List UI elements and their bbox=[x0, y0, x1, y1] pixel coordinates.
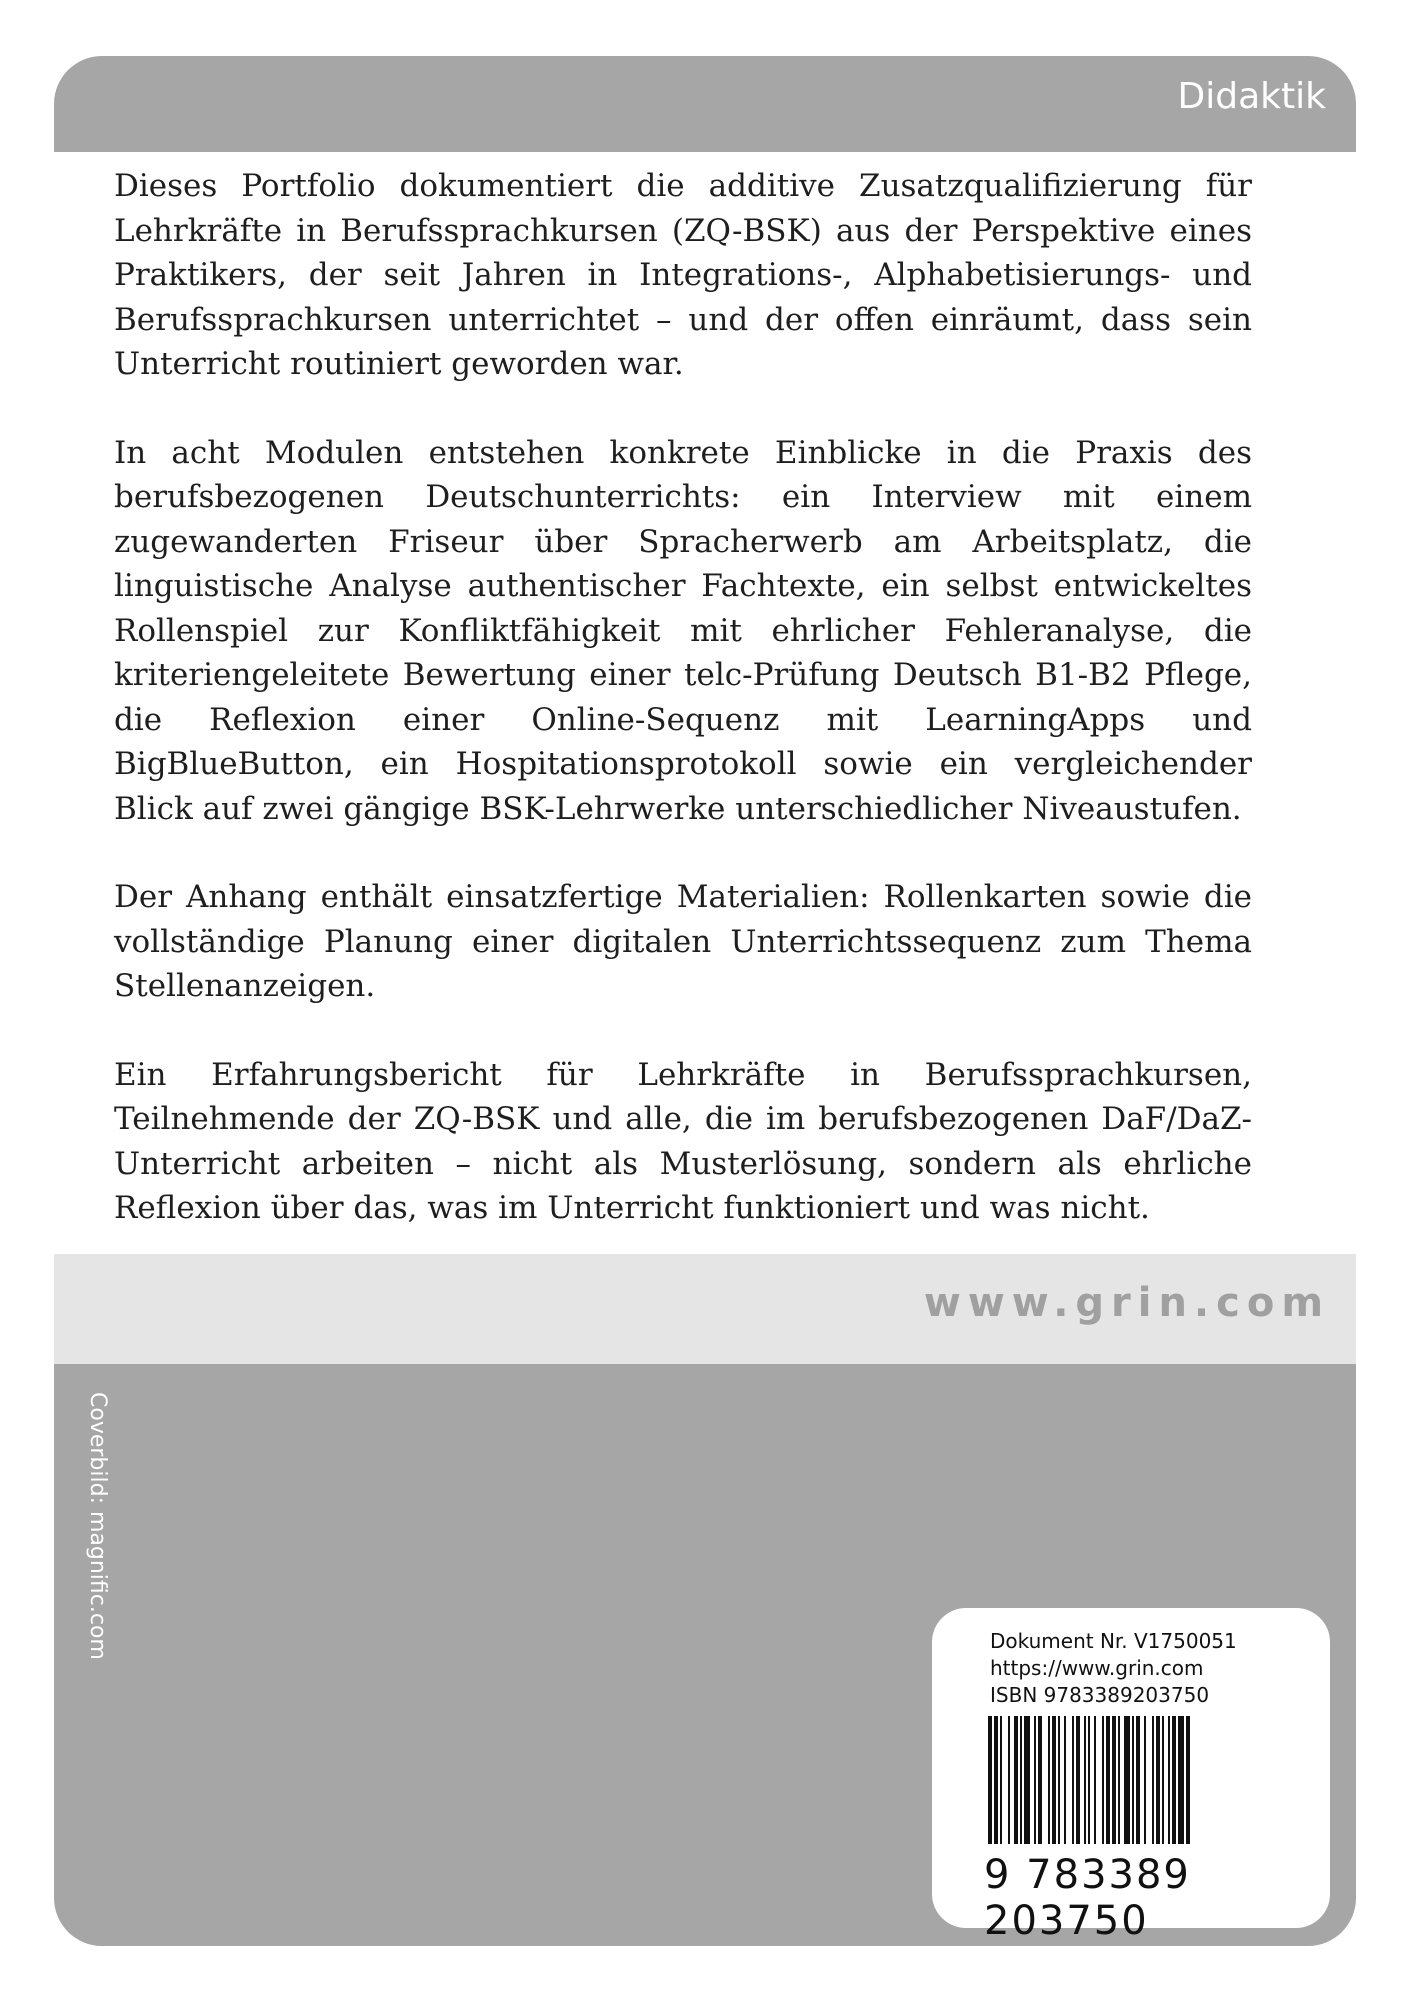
isbn-info-box bbox=[932, 1608, 1330, 1944]
description-paragraph-3: Der Anhang enthält einsatzfertige Materialien: Rollenkarten sowie die vollständige Planung einer digitalen Unterrichtssequenz zum Thema Stellenanzeigen. bbox=[114, 879, 1252, 1004]
publisher-url: www.grin.com bbox=[923, 1280, 1330, 1326]
document-number: Dokument Nr. V1750051 bbox=[990, 1629, 1237, 1653]
category-label: Didaktik bbox=[1177, 76, 1326, 117]
description-paragraph-4: Ein Erfahrungsbericht für Lehrkräfte in Berufssprachkursen, Teilnehmende der ZQ-BSK und alle, die im berufsbezogenen DaF/DaZ-Unterricht arbeiten – nicht als Musterlösung, sondern als ehrliche Reflexion über das, was im Unterricht funktioniert und was nicht. bbox=[114, 1056, 1252, 1226]
barcode-image bbox=[988, 1716, 1288, 1844]
description-paragraph-1: Dieses Portfolio dokumentiert die additive Zusatzqualifizierung für Lehrkräfte in Berufssprachkursen (ZQ-BSK) aus der Perspektive eines Praktikers, der seit Jahren in Integrations-, Alphabetisierungs- und Berufssprachkursen unterrichtet – und der offen einräumt, dass sein Unterricht routiniert geworden war. bbox=[114, 168, 1252, 382]
info-lines bbox=[990, 1628, 1237, 1709]
cover-credit: Coverbild: magnific.com bbox=[85, 1392, 110, 1660]
isbn-number: ISBN 9783389203750 bbox=[990, 1683, 1210, 1707]
description-text bbox=[114, 164, 1252, 1275]
header-band bbox=[54, 56, 1356, 152]
barcode-digits: 9 783389 203750 bbox=[984, 1852, 1191, 1944]
publisher-url-band bbox=[54, 1254, 1356, 1364]
description-paragraph-2: In acht Modulen entstehen konkrete Einblicke in die Praxis des berufsbezogenen Deutschunterrichts: ein Interview mit einem zugewanderten Friseur über Spracherwerb am Arbeitsplatz, die linguistische Analyse authentischer Fachtexte, ein selbst entwickeltes Rollenspiel zur Konfliktfähigkeit mit ehrlicher Fehleranalyse, die kriteriengeleitete Bewertung einer telc-Prüfung Deutsch B1-B2 Pflege, die Reflexion einer Online-Sequenz mit LearningApps und BigBlueButton, ein Hospitationsprotokoll sowie ein vergleichender Blick auf zwei gängige BSK-Lehrwerke unterschiedlicher Niveaustufen. bbox=[114, 434, 1252, 827]
website-url: https://www.grin.com bbox=[990, 1656, 1204, 1680]
